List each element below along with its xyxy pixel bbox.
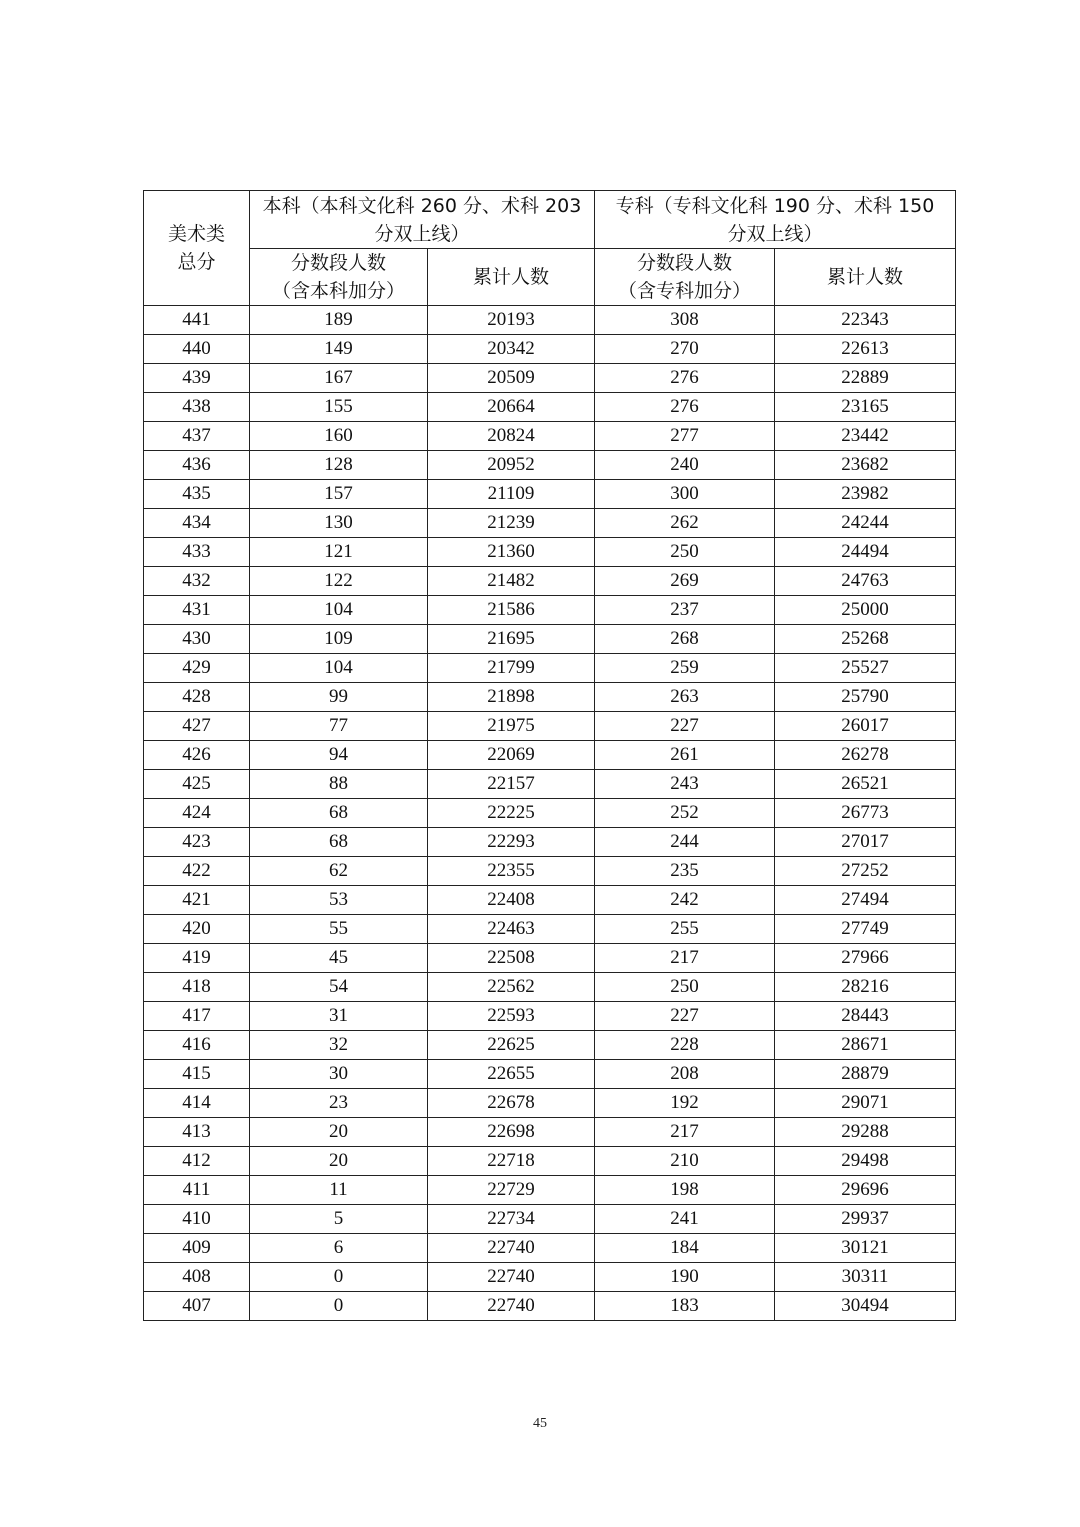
cell-undergrad-cumulative: 21975 — [428, 712, 595, 741]
cell-score: 426 — [144, 741, 250, 770]
cell-score: 414 — [144, 1089, 250, 1118]
cell-undergrad-cumulative: 21799 — [428, 654, 595, 683]
cell-score: 413 — [144, 1118, 250, 1147]
cell-junior-segment: 228 — [595, 1031, 775, 1060]
cell-junior-segment: 242 — [595, 886, 775, 915]
cell-junior-cumulative: 28216 — [775, 973, 956, 1002]
cell-undergrad-cumulative: 20824 — [428, 422, 595, 451]
cell-junior-cumulative: 26521 — [775, 770, 956, 799]
cell-undergrad-segment: 30 — [250, 1060, 428, 1089]
table-row — [144, 799, 956, 828]
header-junior-group — [595, 191, 956, 249]
header-junior-line1: 专科（专科文化科 190 分、术科 150 — [615, 194, 935, 217]
cell-undergrad-cumulative: 20193 — [428, 306, 595, 335]
cell-undergrad-cumulative: 21360 — [428, 538, 595, 567]
cell-junior-cumulative: 30494 — [775, 1292, 956, 1321]
cell-undergrad-cumulative: 22408 — [428, 886, 595, 915]
cell-junior-cumulative: 26773 — [775, 799, 956, 828]
cell-score: 432 — [144, 567, 250, 596]
cell-score: 433 — [144, 538, 250, 567]
cell-junior-segment: 276 — [595, 393, 775, 422]
cell-undergrad-segment: 68 — [250, 828, 428, 857]
cell-score: 411 — [144, 1176, 250, 1205]
cell-undergrad-cumulative: 22740 — [428, 1234, 595, 1263]
cell-junior-cumulative: 30121 — [775, 1234, 956, 1263]
cell-undergrad-segment: 167 — [250, 364, 428, 393]
cell-junior-segment: 252 — [595, 799, 775, 828]
cell-score: 440 — [144, 335, 250, 364]
cell-junior-segment: 217 — [595, 944, 775, 973]
cell-undergrad-cumulative: 22562 — [428, 973, 595, 1002]
header-junior-cumulative: 累计人数 — [775, 249, 956, 306]
cell-junior-segment: 277 — [595, 422, 775, 451]
table-row — [144, 1205, 956, 1234]
cell-undergrad-segment: 62 — [250, 857, 428, 886]
header-row-sub — [144, 249, 956, 306]
cell-undergrad-segment: 6 — [250, 1234, 428, 1263]
header-undergrad-segment-line1: 分数段人数 — [290, 252, 386, 274]
cell-junior-segment: 227 — [595, 712, 775, 741]
cell-undergrad-segment: 20 — [250, 1118, 428, 1147]
table-row — [144, 886, 956, 915]
table-row — [144, 915, 956, 944]
header-junior-segment-line1: 分数段人数 — [636, 252, 732, 274]
cell-undergrad-cumulative: 22734 — [428, 1205, 595, 1234]
table-row — [144, 683, 956, 712]
table-row — [144, 509, 956, 538]
cell-undergrad-segment: 99 — [250, 683, 428, 712]
cell-undergrad-cumulative: 22293 — [428, 828, 595, 857]
cell-junior-cumulative: 24244 — [775, 509, 956, 538]
cell-undergrad-cumulative: 22463 — [428, 915, 595, 944]
cell-junior-segment: 243 — [595, 770, 775, 799]
cell-junior-cumulative: 30311 — [775, 1263, 956, 1292]
cell-junior-segment: 217 — [595, 1118, 775, 1147]
table-row — [144, 944, 956, 973]
header-undergrad-line1: 本科（本科文化科 260 分、术科 203 — [262, 194, 582, 217]
cell-junior-cumulative: 29071 — [775, 1089, 956, 1118]
table-row — [144, 364, 956, 393]
cell-junior-cumulative: 29498 — [775, 1147, 956, 1176]
cell-junior-cumulative: 27494 — [775, 886, 956, 915]
cell-junior-cumulative: 29937 — [775, 1205, 956, 1234]
table-row — [144, 1263, 956, 1292]
page-number: 45 — [533, 1416, 547, 1431]
header-undergrad-line2: 分双上线） — [374, 222, 470, 245]
cell-undergrad-segment: 104 — [250, 596, 428, 625]
header-junior-segment — [595, 249, 775, 306]
cell-junior-cumulative: 29696 — [775, 1176, 956, 1205]
cell-undergrad-cumulative: 20509 — [428, 364, 595, 393]
cell-undergrad-cumulative: 21109 — [428, 480, 595, 509]
cell-score: 434 — [144, 509, 250, 538]
cell-undergrad-segment: 32 — [250, 1031, 428, 1060]
table-row — [144, 538, 956, 567]
cell-undergrad-segment: 94 — [250, 741, 428, 770]
cell-junior-cumulative: 25000 — [775, 596, 956, 625]
cell-undergrad-cumulative: 21586 — [428, 596, 595, 625]
table-row — [144, 1060, 956, 1089]
header-score — [144, 191, 250, 306]
cell-junior-segment: 237 — [595, 596, 775, 625]
cell-undergrad-segment: 88 — [250, 770, 428, 799]
table-row — [144, 451, 956, 480]
cell-undergrad-cumulative: 22355 — [428, 857, 595, 886]
table-row — [144, 770, 956, 799]
cell-junior-cumulative: 24494 — [775, 538, 956, 567]
table-row — [144, 1176, 956, 1205]
header-undergrad-cumulative: 累计人数 — [428, 249, 595, 306]
header-score-line1: 美术类 — [167, 223, 225, 245]
cell-undergrad-segment: 160 — [250, 422, 428, 451]
header-undergrad-group — [250, 191, 595, 249]
cell-undergrad-segment: 121 — [250, 538, 428, 567]
cell-junior-segment: 259 — [595, 654, 775, 683]
table-row — [144, 596, 956, 625]
cell-undergrad-segment: 20 — [250, 1147, 428, 1176]
cell-score: 417 — [144, 1002, 250, 1031]
cell-junior-segment: 227 — [595, 1002, 775, 1031]
cell-junior-segment: 269 — [595, 567, 775, 596]
table-row — [144, 422, 956, 451]
header-junior-segment-line2: （含专科加分） — [617, 280, 751, 302]
header-score-line2: 总分 — [177, 251, 216, 273]
cell-junior-cumulative: 23682 — [775, 451, 956, 480]
cell-junior-cumulative: 22613 — [775, 335, 956, 364]
cell-undergrad-cumulative: 22157 — [428, 770, 595, 799]
cell-undergrad-cumulative: 22698 — [428, 1118, 595, 1147]
cell-score: 429 — [144, 654, 250, 683]
cell-junior-cumulative: 26017 — [775, 712, 956, 741]
cell-score: 430 — [144, 625, 250, 654]
cell-score: 419 — [144, 944, 250, 973]
cell-junior-cumulative: 23165 — [775, 393, 956, 422]
cell-undergrad-segment: 54 — [250, 973, 428, 1002]
cell-junior-cumulative: 24763 — [775, 567, 956, 596]
cell-score: 438 — [144, 393, 250, 422]
header-undergrad-segment — [250, 249, 428, 306]
cell-junior-segment: 268 — [595, 625, 775, 654]
cell-junior-cumulative: 26278 — [775, 741, 956, 770]
cell-undergrad-segment: 149 — [250, 335, 428, 364]
table-row — [144, 1118, 956, 1147]
cell-junior-segment: 263 — [595, 683, 775, 712]
cell-junior-segment: 192 — [595, 1089, 775, 1118]
cell-undergrad-segment: 104 — [250, 654, 428, 683]
cell-undergrad-segment: 0 — [250, 1292, 428, 1321]
cell-undergrad-cumulative: 22508 — [428, 944, 595, 973]
cell-undergrad-segment: 31 — [250, 1002, 428, 1031]
table-row — [144, 625, 956, 654]
cell-score: 439 — [144, 364, 250, 393]
cell-undergrad-segment: 155 — [250, 393, 428, 422]
score-distribution-table — [143, 190, 956, 1321]
cell-junior-segment: 198 — [595, 1176, 775, 1205]
table-row — [144, 654, 956, 683]
cell-undergrad-segment: 77 — [250, 712, 428, 741]
cell-score: 408 — [144, 1263, 250, 1292]
cell-undergrad-cumulative: 20952 — [428, 451, 595, 480]
table-row — [144, 1147, 956, 1176]
table-row — [144, 973, 956, 1002]
cell-undergrad-cumulative: 22069 — [428, 741, 595, 770]
cell-score: 435 — [144, 480, 250, 509]
cell-score: 428 — [144, 683, 250, 712]
cell-junior-cumulative: 28443 — [775, 1002, 956, 1031]
cell-junior-segment: 208 — [595, 1060, 775, 1089]
cell-score: 427 — [144, 712, 250, 741]
cell-undergrad-cumulative: 22740 — [428, 1263, 595, 1292]
cell-junior-segment: 308 — [595, 306, 775, 335]
cell-junior-cumulative: 28879 — [775, 1060, 956, 1089]
cell-junior-segment: 210 — [595, 1147, 775, 1176]
cell-score: 422 — [144, 857, 250, 886]
cell-junior-segment: 244 — [595, 828, 775, 857]
table-row — [144, 335, 956, 364]
cell-score: 436 — [144, 451, 250, 480]
cell-junior-segment: 300 — [595, 480, 775, 509]
cell-score: 407 — [144, 1292, 250, 1321]
cell-junior-cumulative: 23442 — [775, 422, 956, 451]
cell-junior-segment: 270 — [595, 335, 775, 364]
cell-junior-cumulative: 22889 — [775, 364, 956, 393]
cell-score: 437 — [144, 422, 250, 451]
cell-score: 412 — [144, 1147, 250, 1176]
table-row — [144, 712, 956, 741]
cell-score: 415 — [144, 1060, 250, 1089]
cell-score: 416 — [144, 1031, 250, 1060]
cell-junior-cumulative: 27017 — [775, 828, 956, 857]
cell-undergrad-segment: 11 — [250, 1176, 428, 1205]
cell-undergrad-segment: 122 — [250, 567, 428, 596]
cell-score: 424 — [144, 799, 250, 828]
cell-undergrad-segment: 157 — [250, 480, 428, 509]
cell-junior-cumulative: 23982 — [775, 480, 956, 509]
cell-undergrad-segment: 68 — [250, 799, 428, 828]
header-undergrad-segment-line2: （含本科加分） — [271, 280, 405, 302]
header-junior-line2: 分双上线） — [727, 222, 823, 245]
cell-junior-segment: 250 — [595, 973, 775, 1002]
cell-undergrad-cumulative: 22740 — [428, 1292, 595, 1321]
cell-junior-cumulative: 25527 — [775, 654, 956, 683]
cell-undergrad-segment: 128 — [250, 451, 428, 480]
cell-junior-cumulative: 27749 — [775, 915, 956, 944]
table-row — [144, 1031, 956, 1060]
cell-undergrad-cumulative: 22678 — [428, 1089, 595, 1118]
cell-undergrad-segment: 130 — [250, 509, 428, 538]
cell-junior-segment: 250 — [595, 538, 775, 567]
cell-undergrad-segment: 109 — [250, 625, 428, 654]
cell-undergrad-cumulative: 21482 — [428, 567, 595, 596]
cell-score: 420 — [144, 915, 250, 944]
cell-undergrad-segment: 55 — [250, 915, 428, 944]
cell-junior-segment: 235 — [595, 857, 775, 886]
cell-score: 410 — [144, 1205, 250, 1234]
cell-undergrad-segment: 189 — [250, 306, 428, 335]
cell-junior-segment: 184 — [595, 1234, 775, 1263]
cell-undergrad-cumulative: 22718 — [428, 1147, 595, 1176]
cell-undergrad-cumulative: 22593 — [428, 1002, 595, 1031]
cell-junior-segment: 262 — [595, 509, 775, 538]
cell-junior-cumulative: 25268 — [775, 625, 956, 654]
cell-undergrad-cumulative: 20664 — [428, 393, 595, 422]
cell-undergrad-cumulative: 21239 — [428, 509, 595, 538]
table-row — [144, 828, 956, 857]
cell-score: 431 — [144, 596, 250, 625]
cell-junior-cumulative: 25790 — [775, 683, 956, 712]
cell-score: 421 — [144, 886, 250, 915]
cell-undergrad-cumulative: 21695 — [428, 625, 595, 654]
cell-junior-cumulative: 28671 — [775, 1031, 956, 1060]
cell-undergrad-cumulative: 20342 — [428, 335, 595, 364]
cell-junior-segment: 240 — [595, 451, 775, 480]
table-row — [144, 1089, 956, 1118]
table-row — [144, 1234, 956, 1263]
cell-undergrad-segment: 0 — [250, 1263, 428, 1292]
cell-undergrad-segment: 53 — [250, 886, 428, 915]
cell-junior-segment: 255 — [595, 915, 775, 944]
cell-junior-cumulative: 29288 — [775, 1118, 956, 1147]
cell-undergrad-cumulative: 21898 — [428, 683, 595, 712]
cell-score: 423 — [144, 828, 250, 857]
cell-score: 425 — [144, 770, 250, 799]
cell-undergrad-segment: 5 — [250, 1205, 428, 1234]
cell-undergrad-cumulative: 22655 — [428, 1060, 595, 1089]
cell-score: 441 — [144, 306, 250, 335]
table-row — [144, 393, 956, 422]
cell-junior-segment: 241 — [595, 1205, 775, 1234]
cell-junior-cumulative: 27966 — [775, 944, 956, 973]
cell-undergrad-segment: 45 — [250, 944, 428, 973]
cell-junior-segment: 190 — [595, 1263, 775, 1292]
cell-junior-cumulative: 27252 — [775, 857, 956, 886]
table-row — [144, 1002, 956, 1031]
table-row — [144, 741, 956, 770]
cell-junior-segment: 276 — [595, 364, 775, 393]
cell-score: 409 — [144, 1234, 250, 1263]
cell-junior-cumulative: 22343 — [775, 306, 956, 335]
cell-undergrad-segment: 23 — [250, 1089, 428, 1118]
cell-undergrad-cumulative: 22225 — [428, 799, 595, 828]
table-row — [144, 567, 956, 596]
cell-junior-segment: 261 — [595, 741, 775, 770]
table-row — [144, 306, 956, 335]
cell-score: 418 — [144, 973, 250, 1002]
cell-undergrad-cumulative: 22625 — [428, 1031, 595, 1060]
cell-junior-segment: 183 — [595, 1292, 775, 1321]
table-row — [144, 480, 956, 509]
table-row — [144, 1292, 956, 1321]
table-row — [144, 857, 956, 886]
header-row-group — [144, 191, 956, 249]
cell-undergrad-cumulative: 22729 — [428, 1176, 595, 1205]
